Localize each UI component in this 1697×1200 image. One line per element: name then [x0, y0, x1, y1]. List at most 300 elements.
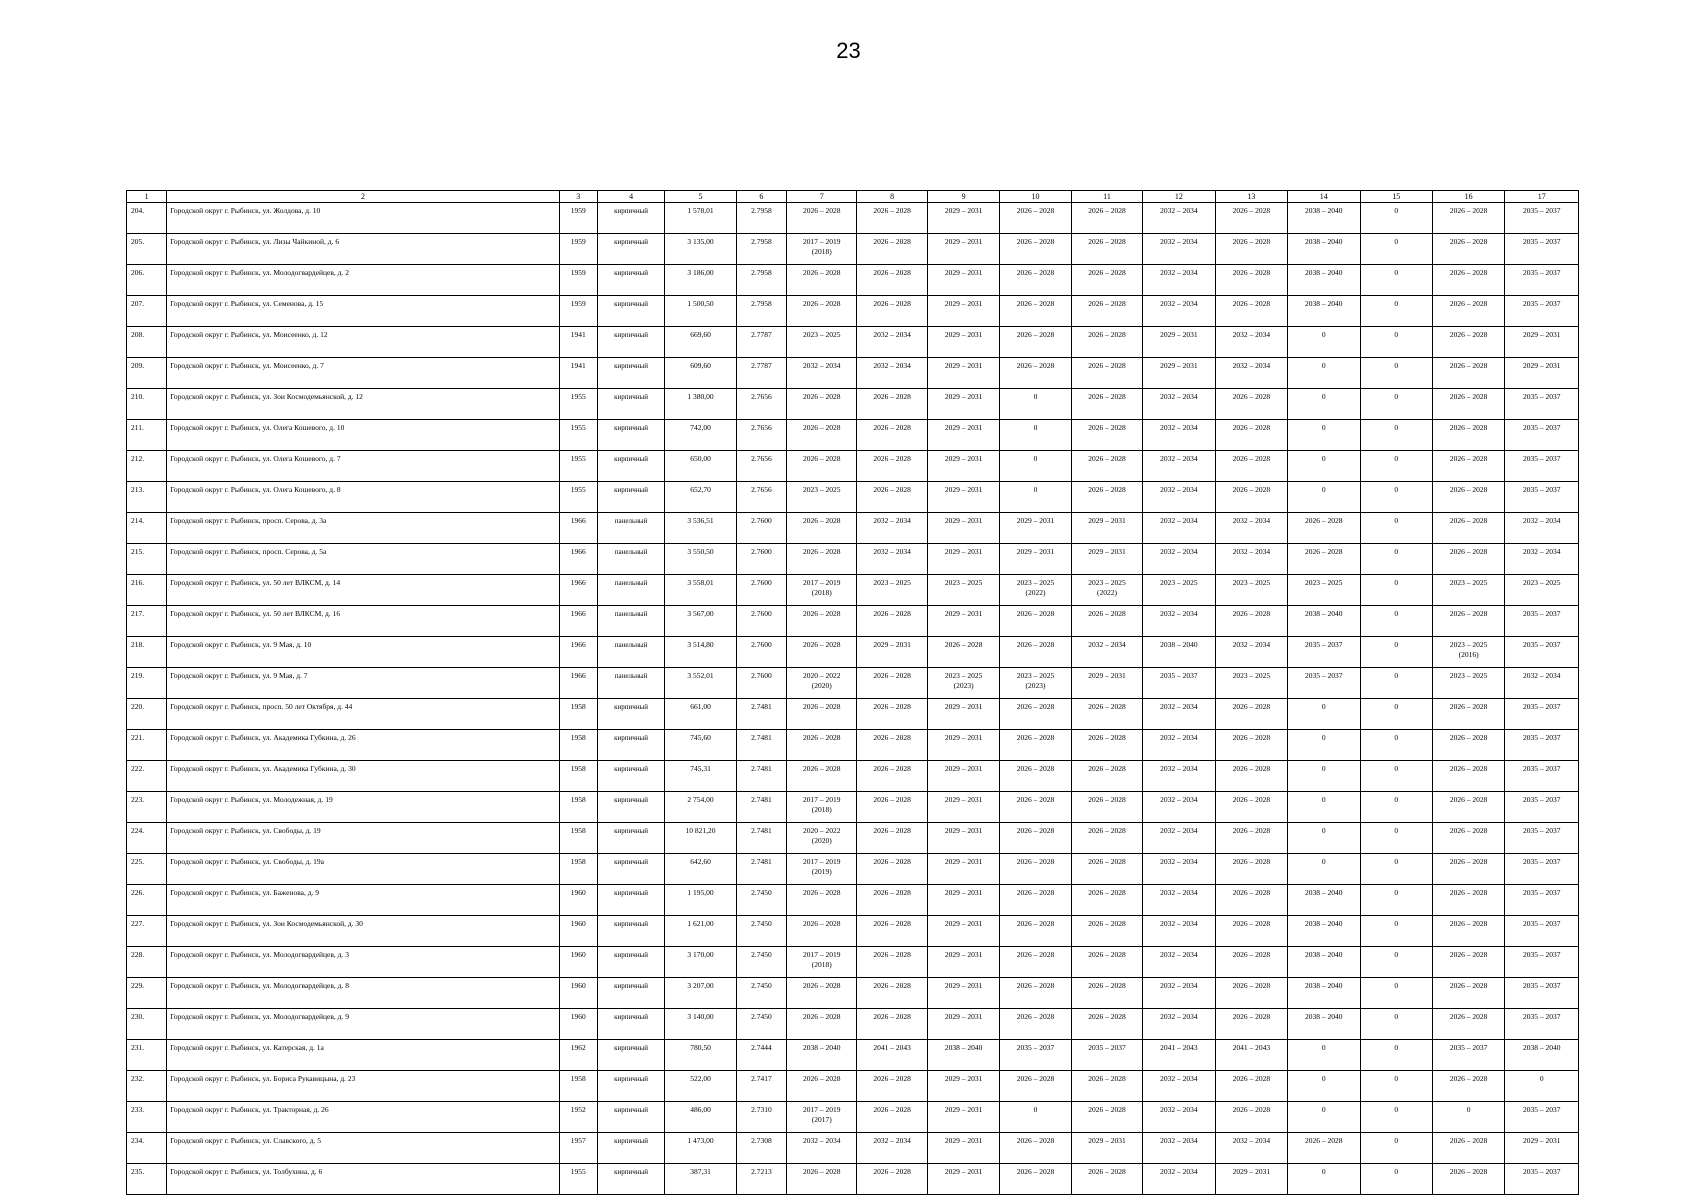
cell-period-9: 2029 – 2031: [927, 978, 999, 1009]
table-row: [127, 823, 1579, 854]
cell-period-13: 2026 – 2028: [1215, 792, 1287, 823]
cell-period-17: 2023 – 2025: [1505, 575, 1579, 606]
column-header-9: 9: [927, 191, 999, 203]
cell-period-11: 2026 – 2028: [1071, 1102, 1142, 1133]
table-row: [127, 792, 1579, 823]
cell-period-8: 2026 – 2028: [857, 854, 927, 885]
cell-period-10: 0: [1000, 389, 1071, 420]
cell-coefficient: 2.7481: [736, 761, 786, 792]
cell-period-14: 2023 – 2025: [1288, 575, 1360, 606]
table-row: [127, 234, 1579, 265]
cell-period-14: 2038 – 2040: [1288, 296, 1360, 327]
cell-row-number: 225.: [127, 854, 167, 885]
cell-period-16: 2026 – 2028: [1432, 451, 1504, 482]
cell-period-13: 2026 – 2028: [1215, 916, 1287, 947]
cell-period-14: 0: [1288, 389, 1360, 420]
cell-period-9: 2029 – 2031: [927, 916, 999, 947]
table-row: [127, 730, 1579, 761]
cell-year-built: 1960: [559, 1009, 597, 1040]
cell-period-8: 2026 – 2028: [857, 265, 927, 296]
column-header-8: 8: [857, 191, 927, 203]
cell-line: (2018): [811, 960, 832, 969]
cell-row-number: 208.: [127, 327, 167, 358]
cell-period-7: [787, 792, 857, 823]
cell-period-9: 2029 – 2031: [927, 1071, 999, 1102]
cell-area: 1 621,00: [665, 916, 736, 947]
cell-period-10: 2026 – 2028: [1000, 792, 1071, 823]
cell-period-7: 2026 – 2028: [787, 606, 857, 637]
cell-period-10: 2026 – 2028: [1000, 730, 1071, 761]
cell-period-13: 2026 – 2028: [1215, 947, 1287, 978]
cell-period-15: 0: [1360, 1133, 1432, 1164]
cell-period-7: 2023 – 2025: [787, 327, 857, 358]
cell-period-11: 2026 – 2028: [1071, 451, 1142, 482]
cell-period-14: 2035 – 2037: [1288, 668, 1360, 699]
cell-wall-material: кирпичный: [597, 327, 664, 358]
cell-row-number: 226.: [127, 885, 167, 916]
cell-period-8: 2026 – 2028: [857, 792, 927, 823]
cell-period-7: 2026 – 2028: [787, 451, 857, 482]
cell-period-16: 2035 – 2037: [1432, 1040, 1504, 1071]
cell-area: 652,70: [665, 482, 736, 513]
cell-row-number: 217.: [127, 606, 167, 637]
cell-area: 3 140,00: [665, 1009, 736, 1040]
cell-wall-material: панельный: [597, 606, 664, 637]
cell-period-15: 0: [1360, 978, 1432, 1009]
cell-year-built: 1958: [559, 699, 597, 730]
cell-area: 3 567,00: [665, 606, 736, 637]
cell-address: Городской округ г. Рыбинск, ул. Бориса Рукавицына, д. 23: [167, 1071, 559, 1102]
cell-period-8: 2026 – 2028: [857, 606, 927, 637]
cell-period-13: 2026 – 2028: [1215, 699, 1287, 730]
cell-wall-material: кирпичный: [597, 265, 664, 296]
cell-line: (2019): [811, 867, 832, 876]
cell-year-built: 1966: [559, 637, 597, 668]
cell-row-number: 234.: [127, 1133, 167, 1164]
cell-address: Городской округ г. Рыбинск, ул. 50 лет ВЛКСМ, д. 16: [167, 606, 559, 637]
cell-period-10: 0: [1000, 451, 1071, 482]
cell-period-16: 2026 – 2028: [1432, 544, 1504, 575]
cell-period-16: 2026 – 2028: [1432, 916, 1504, 947]
cell-address: Городской округ г. Рыбинск, ул. 50 лет ВЛКСМ, д. 14: [167, 575, 559, 606]
cell-period-12: 2032 – 2034: [1143, 1164, 1215, 1195]
cell-period-10: 2029 – 2031: [1000, 544, 1071, 575]
cell-year-built: 1958: [559, 792, 597, 823]
cell-wall-material: кирпичный: [597, 761, 664, 792]
cell-period-7: 2026 – 2028: [787, 203, 857, 234]
cell-period-13: 2026 – 2028: [1215, 296, 1287, 327]
column-header-2: 2: [167, 191, 559, 203]
cell-period-12: 2032 – 2034: [1143, 234, 1215, 265]
cell-wall-material: кирпичный: [597, 730, 664, 761]
cell-period-17: 2035 – 2037: [1505, 792, 1579, 823]
cell-period-16: 2026 – 2028: [1432, 265, 1504, 296]
cell-address: Городской округ г. Рыбинск, ул. Молодежная, д. 19: [167, 792, 559, 823]
cell-period-17: 2032 – 2034: [1505, 513, 1579, 544]
cell-period-14: 2038 – 2040: [1288, 947, 1360, 978]
cell-coefficient: 2.7600: [736, 575, 786, 606]
cell-period-17: 2035 – 2037: [1505, 761, 1579, 792]
cell-period-11: 2026 – 2028: [1071, 854, 1142, 885]
cell-period-9: 2029 – 2031: [927, 730, 999, 761]
cell-coefficient: 2.7481: [736, 854, 786, 885]
cell-area: 3 170,00: [665, 947, 736, 978]
cell-period-14: 2026 – 2028: [1288, 544, 1360, 575]
cell-period-14: 2038 – 2040: [1288, 265, 1360, 296]
cell-coefficient: 2.7958: [736, 296, 786, 327]
cell-area: 1 500,50: [665, 296, 736, 327]
cell-period-16: 2026 – 2028: [1432, 513, 1504, 544]
cell-period-8: 2026 – 2028: [857, 389, 927, 420]
cell-period-11: 2026 – 2028: [1071, 358, 1142, 389]
cell-period-17: 2035 – 2037: [1505, 823, 1579, 854]
cell-row-number: 216.: [127, 575, 167, 606]
cell-area: 3 514,80: [665, 637, 736, 668]
cell-coefficient: 2.7787: [736, 327, 786, 358]
cell-period-7: 2026 – 2028: [787, 885, 857, 916]
cell-period-16: 2026 – 2028: [1432, 327, 1504, 358]
cell-area: 780,50: [665, 1040, 736, 1071]
cell-period-14: 2038 – 2040: [1288, 203, 1360, 234]
cell-period-9: 2029 – 2031: [927, 1102, 999, 1133]
register-table-container: [126, 190, 1579, 1195]
cell-line: (2020): [811, 681, 832, 690]
cell-period-14: 2038 – 2040: [1288, 1009, 1360, 1040]
cell-period-11: 2029 – 2031: [1071, 544, 1142, 575]
cell-period-11: 2026 – 2028: [1071, 792, 1142, 823]
cell-year-built: 1952: [559, 1102, 597, 1133]
cell-period-12: 2032 – 2034: [1143, 389, 1215, 420]
cell-address: Городской округ г. Рыбинск, просп. Серова, д. 5а: [167, 544, 559, 575]
cell-period-16: 2026 – 2028: [1432, 203, 1504, 234]
column-header-17: 17: [1505, 191, 1579, 203]
cell-period-15: 0: [1360, 947, 1432, 978]
cell-wall-material: кирпичный: [597, 854, 664, 885]
cell-row-number: 205.: [127, 234, 167, 265]
cell-period-13: 2026 – 2028: [1215, 482, 1287, 513]
cell-address: Городской округ г. Рыбинск, ул. Катерская, д. 1а: [167, 1040, 559, 1071]
cell-area: 609,60: [665, 358, 736, 389]
table-row: [127, 854, 1579, 885]
cell-period-11: 2026 – 2028: [1071, 1071, 1142, 1102]
cell-period-13: 2026 – 2028: [1215, 1102, 1287, 1133]
cell-period-9: 2029 – 2031: [927, 1009, 999, 1040]
cell-period-9: 2029 – 2031: [927, 358, 999, 389]
cell-period-15: 0: [1360, 792, 1432, 823]
cell-period-14: 0: [1288, 1040, 1360, 1071]
column-header-10: 10: [1000, 191, 1071, 203]
cell-period-13: 2026 – 2028: [1215, 761, 1287, 792]
cell-wall-material: кирпичный: [597, 823, 664, 854]
cell-period-13: 2026 – 2028: [1215, 823, 1287, 854]
cell-period-13: 2023 – 2025: [1215, 668, 1287, 699]
cell-line: 2017 – 2019: [802, 950, 841, 959]
register-table: [126, 190, 1579, 1195]
cell-period-12: 2029 – 2031: [1143, 358, 1215, 389]
cell-period-16: 2026 – 2028: [1432, 389, 1504, 420]
cell-period-16: 2026 – 2028: [1432, 947, 1504, 978]
cell-period-8: 2032 – 2034: [857, 1133, 927, 1164]
cell-area: 3 207,00: [665, 978, 736, 1009]
cell-row-number: 211.: [127, 420, 167, 451]
cell-period-12: 2023 – 2025: [1143, 575, 1215, 606]
cell-address: Городской округ г. Рыбинск, просп. 50 лет Октября, д. 44: [167, 699, 559, 730]
cell-period-14: 2038 – 2040: [1288, 916, 1360, 947]
cell-address: Городской округ г. Рыбинск, ул. Свободы, д. 19: [167, 823, 559, 854]
cell-period-12: 2032 – 2034: [1143, 761, 1215, 792]
cell-year-built: 1962: [559, 1040, 597, 1071]
cell-period-10: 2026 – 2028: [1000, 885, 1071, 916]
cell-year-built: 1958: [559, 1071, 597, 1102]
cell-year-built: 1941: [559, 327, 597, 358]
cell-line: (2017): [811, 1115, 832, 1124]
cell-wall-material: панельный: [597, 544, 664, 575]
cell-coefficient: 2.7417: [736, 1071, 786, 1102]
cell-period-9: 2029 – 2031: [927, 296, 999, 327]
cell-area: 387,31: [665, 1164, 736, 1195]
cell-wall-material: кирпичный: [597, 885, 664, 916]
cell-period-10: 2029 – 2031: [1000, 513, 1071, 544]
cell-coefficient: 2.7450: [736, 885, 786, 916]
cell-period-12: 2032 – 2034: [1143, 513, 1215, 544]
cell-period-11: 2026 – 2028: [1071, 730, 1142, 761]
cell-period-15: 0: [1360, 389, 1432, 420]
cell-line: (2022): [1025, 588, 1046, 597]
cell-period-17: 2035 – 2037: [1505, 730, 1579, 761]
cell-period-12: 2032 – 2034: [1143, 947, 1215, 978]
cell-period-9: 2029 – 2031: [927, 854, 999, 885]
cell-period-15: 0: [1360, 637, 1432, 668]
cell-period-14: 0: [1288, 792, 1360, 823]
cell-address: Городской округ г. Рыбинск, ул. Жолдова, д. 10: [167, 203, 559, 234]
table-row: [127, 265, 1579, 296]
cell-period-10: 2026 – 2028: [1000, 1071, 1071, 1102]
cell-coefficient: 2.7656: [736, 451, 786, 482]
cell-period-9: 2026 – 2028: [927, 637, 999, 668]
cell-period-8: 2026 – 2028: [857, 978, 927, 1009]
cell-period-9: 2029 – 2031: [927, 792, 999, 823]
cell-coefficient: 2.7656: [736, 389, 786, 420]
cell-wall-material: кирпичный: [597, 1102, 664, 1133]
cell-area: 1 578,01: [665, 203, 736, 234]
cell-period-9: 2038 – 2040: [927, 1040, 999, 1071]
cell-period-11: 2026 – 2028: [1071, 823, 1142, 854]
cell-period-16: 2026 – 2028: [1432, 1009, 1504, 1040]
cell-period-11: 2026 – 2028: [1071, 606, 1142, 637]
cell-address: Городской округ г. Рыбинск, ул. 9 Мая, д. 10: [167, 637, 559, 668]
cell-period-11: 2026 – 2028: [1071, 203, 1142, 234]
cell-year-built: 1958: [559, 854, 597, 885]
cell-period-11: 2026 – 2028: [1071, 761, 1142, 792]
column-header-12: 12: [1143, 191, 1215, 203]
cell-area: 3 550,50: [665, 544, 736, 575]
cell-period-11: 2029 – 2031: [1071, 513, 1142, 544]
cell-period-14: 0: [1288, 358, 1360, 389]
cell-line: 2023 – 2025: [1016, 671, 1055, 680]
cell-area: 486,00: [665, 1102, 736, 1133]
cell-period-13: 2026 – 2028: [1215, 885, 1287, 916]
cell-area: 3 558,01: [665, 575, 736, 606]
table-row: [127, 1071, 1579, 1102]
header-row: [127, 191, 1579, 203]
cell-period-16: 2026 – 2028: [1432, 885, 1504, 916]
cell-period-12: 2032 – 2034: [1143, 1102, 1215, 1133]
cell-year-built: 1960: [559, 978, 597, 1009]
cell-period-11: 2026 – 2028: [1071, 916, 1142, 947]
cell-row-number: 204.: [127, 203, 167, 234]
cell-period-11: 2026 – 2028: [1071, 234, 1142, 265]
cell-row-number: 207.: [127, 296, 167, 327]
table-body: [127, 203, 1579, 1195]
cell-address: Городской округ г. Рыбинск, ул. 9 Мая, д. 7: [167, 668, 559, 699]
cell-period-17: 2035 – 2037: [1505, 637, 1579, 668]
cell-coefficient: 2.7310: [736, 1102, 786, 1133]
column-header-6: 6: [736, 191, 786, 203]
cell-period-17: 2035 – 2037: [1505, 234, 1579, 265]
cell-year-built: 1955: [559, 482, 597, 513]
cell-period-8: 2026 – 2028: [857, 823, 927, 854]
cell-line: 2020 – 2022: [802, 826, 841, 835]
cell-period-8: 2026 – 2028: [857, 234, 927, 265]
cell-period-12: 2032 – 2034: [1143, 885, 1215, 916]
cell-period-16: 2023 – 2025: [1432, 668, 1504, 699]
cell-period-11: 2029 – 2031: [1071, 1133, 1142, 1164]
cell-period-11: 2026 – 2028: [1071, 1164, 1142, 1195]
cell-period-13: 2032 – 2034: [1215, 637, 1287, 668]
cell-coefficient: 2.7308: [736, 1133, 786, 1164]
cell-coefficient: 2.7600: [736, 513, 786, 544]
cell-period-13: 2026 – 2028: [1215, 265, 1287, 296]
cell-coefficient: 2.7481: [736, 699, 786, 730]
cell-period-8: 2026 – 2028: [857, 1071, 927, 1102]
cell-address: Городской округ г. Рыбинск, ул. Молодогвардейцев, д. 3: [167, 947, 559, 978]
cell-address: Городской округ г. Рыбинск, ул. Академика Губкина, д. 26: [167, 730, 559, 761]
cell-period-9: 2029 – 2031: [927, 699, 999, 730]
cell-period-13: 2023 – 2025: [1215, 575, 1287, 606]
cell-period-9: 2029 – 2031: [927, 1133, 999, 1164]
cell-address: Городской округ г. Рыбинск, ул. Зои Космодемьянской, д. 12: [167, 389, 559, 420]
cell-period-7: [787, 854, 857, 885]
cell-wall-material: панельный: [597, 637, 664, 668]
cell-period-10: 2026 – 2028: [1000, 637, 1071, 668]
cell-period-11: 2026 – 2028: [1071, 296, 1142, 327]
cell-line: 2017 – 2019: [802, 857, 841, 866]
cell-period-10: 2026 – 2028: [1000, 358, 1071, 389]
cell-address: Городской округ г. Рыбинск, ул. Моисеенко, д. 7: [167, 358, 559, 389]
cell-wall-material: кирпичный: [597, 1040, 664, 1071]
cell-period-16: 2026 – 2028: [1432, 606, 1504, 637]
cell-address: Городской округ г. Рыбинск, ул. Молодогвардейцев, д. 9: [167, 1009, 559, 1040]
cell-period-14: 2026 – 2028: [1288, 1133, 1360, 1164]
cell-period-14: 2026 – 2028: [1288, 513, 1360, 544]
cell-period-7: [787, 947, 857, 978]
cell-coefficient: 2.7600: [736, 637, 786, 668]
cell-period-14: 0: [1288, 699, 1360, 730]
table-row: [127, 575, 1579, 606]
cell-period-14: 0: [1288, 823, 1360, 854]
cell-period-17: 2035 – 2037: [1505, 451, 1579, 482]
cell-period-10: 2026 – 2028: [1000, 606, 1071, 637]
cell-coefficient: 2.7213: [736, 1164, 786, 1195]
cell-period-10: 2026 – 2028: [1000, 761, 1071, 792]
cell-period-9: 2029 – 2031: [927, 761, 999, 792]
cell-period-8: 2041 – 2043: [857, 1040, 927, 1071]
column-header-16: 16: [1432, 191, 1504, 203]
cell-line: 2020 – 2022: [802, 671, 841, 680]
cell-year-built: 1966: [559, 544, 597, 575]
cell-period-8: 2026 – 2028: [857, 761, 927, 792]
cell-address: Городской округ г. Рыбинск, ул. Молодогвардейцев, д. 2: [167, 265, 559, 296]
cell-period-15: 0: [1360, 606, 1432, 637]
cell-period-12: 2032 – 2034: [1143, 203, 1215, 234]
table-row: [127, 1040, 1579, 1071]
cell-period-15: 0: [1360, 916, 1432, 947]
cell-wall-material: кирпичный: [597, 978, 664, 1009]
cell-period-9: 2029 – 2031: [927, 203, 999, 234]
cell-year-built: 1958: [559, 761, 597, 792]
cell-line: (2016): [1458, 650, 1479, 659]
cell-period-16: 2026 – 2028: [1432, 854, 1504, 885]
cell-period-17: 2035 – 2037: [1505, 389, 1579, 420]
cell-period-17: 0: [1505, 1071, 1579, 1102]
cell-year-built: 1955: [559, 420, 597, 451]
cell-period-11: 2026 – 2028: [1071, 885, 1142, 916]
table-row: [127, 482, 1579, 513]
column-header-13: 13: [1215, 191, 1287, 203]
cell-period-7: 2032 – 2034: [787, 358, 857, 389]
cell-period-8: 2026 – 2028: [857, 482, 927, 513]
cell-wall-material: кирпичный: [597, 451, 664, 482]
cell-period-17: 2029 – 2031: [1505, 358, 1579, 389]
page-number: 23: [836, 38, 861, 63]
cell-address: Городской округ г. Рыбинск, ул. Олега Кошевого, д. 7: [167, 451, 559, 482]
cell-wall-material: кирпичный: [597, 699, 664, 730]
cell-line: (2018): [811, 588, 832, 597]
cell-period-13: 2026 – 2028: [1215, 606, 1287, 637]
cell-period-10: 2026 – 2028: [1000, 823, 1071, 854]
cell-period-12: 2032 – 2034: [1143, 854, 1215, 885]
cell-wall-material: кирпичный: [597, 420, 664, 451]
cell-period-17: 2035 – 2037: [1505, 854, 1579, 885]
cell-period-11: 2026 – 2028: [1071, 389, 1142, 420]
cell-period-11: 2026 – 2028: [1071, 482, 1142, 513]
cell-period-8: 2026 – 2028: [857, 296, 927, 327]
cell-period-16: 2026 – 2028: [1432, 730, 1504, 761]
table-row: [127, 389, 1579, 420]
cell-period-17: 2029 – 2031: [1505, 327, 1579, 358]
cell-area: 522,00: [665, 1071, 736, 1102]
cell-year-built: 1959: [559, 265, 597, 296]
cell-period-17: 2035 – 2037: [1505, 265, 1579, 296]
cell-row-number: 221.: [127, 730, 167, 761]
cell-period-8: 2029 – 2031: [857, 637, 927, 668]
cell-period-13: 2032 – 2034: [1215, 358, 1287, 389]
cell-coefficient: 2.7958: [736, 203, 786, 234]
cell-period-12: 2032 – 2034: [1143, 482, 1215, 513]
cell-period-9: [927, 668, 999, 699]
cell-period-16: 2026 – 2028: [1432, 1164, 1504, 1195]
cell-period-16: 2026 – 2028: [1432, 761, 1504, 792]
cell-wall-material: кирпичный: [597, 296, 664, 327]
cell-period-15: 0: [1360, 482, 1432, 513]
cell-wall-material: кирпичный: [597, 203, 664, 234]
cell-period-12: 2032 – 2034: [1143, 792, 1215, 823]
cell-period-15: 0: [1360, 203, 1432, 234]
table-row: [127, 606, 1579, 637]
table-row: [127, 637, 1579, 668]
cell-coefficient: 2.7787: [736, 358, 786, 389]
cell-address: Городской округ г. Рыбинск, ул. Зои Космодемьянской, д. 30: [167, 916, 559, 947]
